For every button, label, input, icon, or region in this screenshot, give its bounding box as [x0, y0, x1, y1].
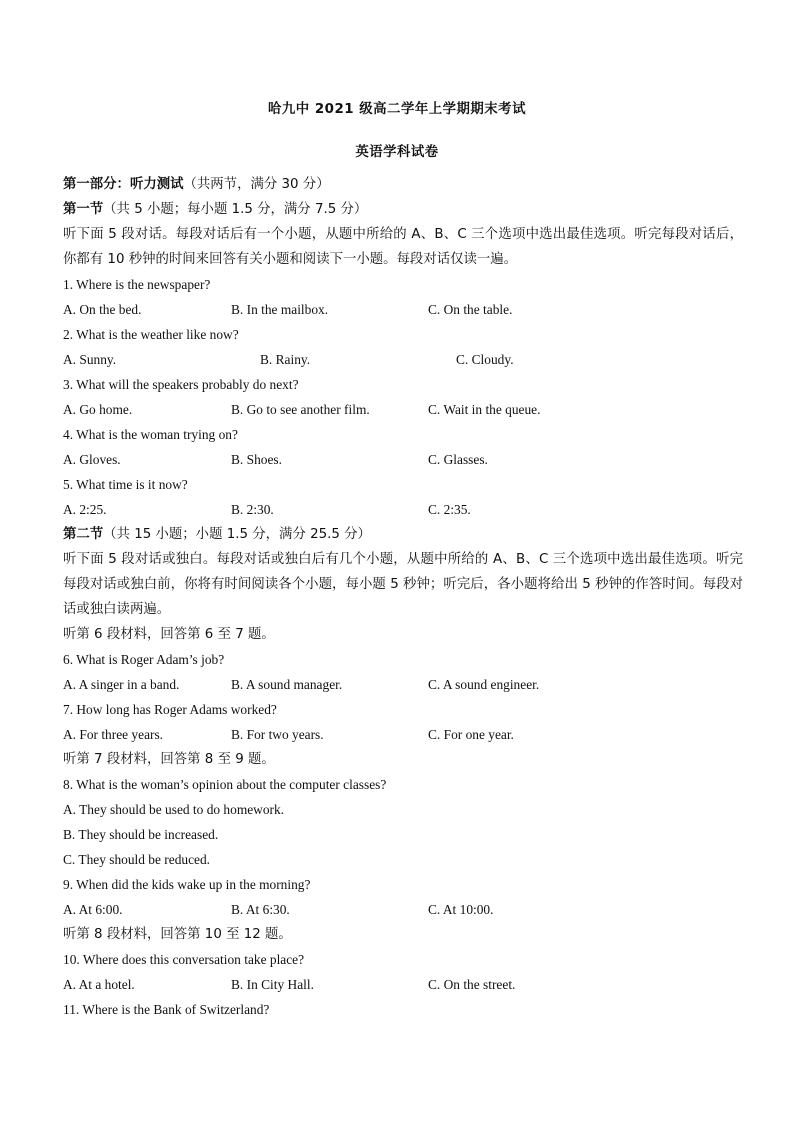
question-5-option-a: A. 2:25.: [63, 502, 107, 517]
question-10-option-b: B. In City Hall.: [231, 977, 314, 992]
question-7-options: [63, 722, 743, 747]
section1-heading-line: [63, 197, 743, 222]
question-7-option-c: C. For one year.: [428, 727, 514, 742]
question-8-option-c: C. They should be reduced.: [63, 852, 211, 867]
part1-heading-line: [63, 172, 743, 197]
question-10-stem: 10. Where does this conversation take place?: [63, 952, 305, 967]
question-8-option-b: B. They should be increased.: [63, 827, 219, 842]
material-7-note: 听第 7 段材料，回答第 8 至 9 题。: [63, 752, 275, 767]
question-9-stem: 9. When did the kids wake up in the morning?: [63, 877, 311, 892]
part1-heading-note: （共两节，满分 30 分）: [183, 177, 330, 192]
section2-heading-line: [63, 522, 743, 547]
exam-content: [63, 172, 743, 1022]
question-5-option-b: B. 2:30.: [231, 502, 274, 517]
question-2-stem: 2. What is the weather like now?: [63, 327, 239, 342]
question-10-option-c: C. On the street.: [428, 977, 516, 992]
question-1-stem: 1. Where is the newspaper?: [63, 277, 211, 292]
question-4-option-c: C. Glasses.: [428, 452, 488, 467]
question-6-options: [63, 672, 743, 697]
question-3-options: [63, 397, 743, 422]
section1-instructions: 听下面 5 段对话。每段对话后有一个小题，从题中所给的 A、B、C 三个选项中选出最佳选项。听完每段对话后，你都有 10 秒钟的时间来回答有关小题和阅读下一小题。每段对话仅读一遍。: [63, 227, 743, 267]
question-6-stem: 6. What is Roger Adam’s job?: [63, 652, 225, 667]
question-6-option-a: A. A singer in a band.: [63, 677, 180, 692]
question-5-options: [63, 497, 743, 522]
question-2-option-a: A. Sunny.: [63, 352, 117, 367]
question-6-option-b: B. A sound manager.: [231, 677, 343, 692]
question-1-option-b: B. In the mailbox.: [231, 302, 329, 317]
question-2-option-b: B. Rainy.: [260, 352, 311, 367]
question-4-option-a: A. Gloves.: [63, 452, 121, 467]
question-7-option-b: B. For two years.: [231, 727, 324, 742]
question-8-option-a: A. They should be used to do homework.: [63, 802, 285, 817]
section1-heading: 第一节: [63, 202, 104, 217]
question-6-option-c: C. A sound engineer.: [428, 677, 540, 692]
part1-heading: 第一部分：听力测试: [63, 177, 184, 192]
question-5-option-c: C. 2:35.: [428, 502, 471, 517]
question-2-option-c: C. Cloudy.: [456, 352, 514, 367]
exam-title: 哈九中 2021 级高二学年上学期期末考试: [268, 102, 526, 117]
question-4-stem: 4. What is the woman trying on?: [63, 427, 238, 442]
question-2-options: [63, 347, 743, 372]
question-1-options: [63, 297, 743, 322]
question-3-option-a: A. Go home.: [63, 402, 133, 417]
material-6-note: 听第 6 段材料，回答第 6 至 7 题。: [63, 627, 275, 642]
exam-subtitle: 英语学科试卷: [355, 145, 439, 160]
question-3-option-c: C. Wait in the queue.: [428, 402, 541, 417]
question-10-options: [63, 972, 743, 997]
question-4-option-b: B. Shoes.: [231, 452, 282, 467]
question-1-option-c: C. On the table.: [428, 302, 513, 317]
question-8-stem: 8. What is the woman’s opinion about the computer classes?: [63, 777, 387, 792]
question-1-option-a: A. On the bed.: [63, 302, 142, 317]
question-7-stem: 7. How long has Roger Adams worked?: [63, 702, 277, 717]
section2-heading: 第二节: [63, 527, 104, 542]
question-3-stem: 3. What will the speakers probably do next?: [63, 377, 299, 392]
question-7-option-a: A. For three years.: [63, 727, 164, 742]
question-10-option-a: A. At a hotel.: [63, 977, 135, 992]
question-9-options: [63, 897, 743, 922]
section2-heading-note: （共 15 小题；小题 1.5 分，满分 25.5 分）: [103, 527, 371, 542]
material-8-note: 听第 8 段材料，回答第 10 至 12 题。: [63, 927, 292, 942]
section2-instructions: 听下面 5 段对话或独白。每段对话或独白后有几个小题，从题中所给的 A、B、C 三个选项中选出最佳选项。听完每段对话或独白前，你将有时间阅读各个小题，每小题 5 秒钟；听完后，各小题将给出 5 秒钟的作答时间。每段对话或独白读两遍。: [63, 552, 743, 617]
question-4-options: [63, 447, 743, 472]
question-3-option-b: B. Go to see another film.: [231, 402, 370, 417]
section1-heading-note: （共 5 小题；每小题 1.5 分，满分 7.5 分）: [103, 202, 368, 217]
question-11-stem: 11. Where is the Bank of Switzerland?: [63, 1002, 270, 1017]
question-9-option-c: C. At 10:00.: [428, 902, 494, 917]
question-5-stem: 5. What time is it now?: [63, 477, 188, 492]
question-9-option-a: A. At 6:00.: [63, 902, 123, 917]
question-9-option-b: B. At 6:30.: [231, 902, 290, 917]
